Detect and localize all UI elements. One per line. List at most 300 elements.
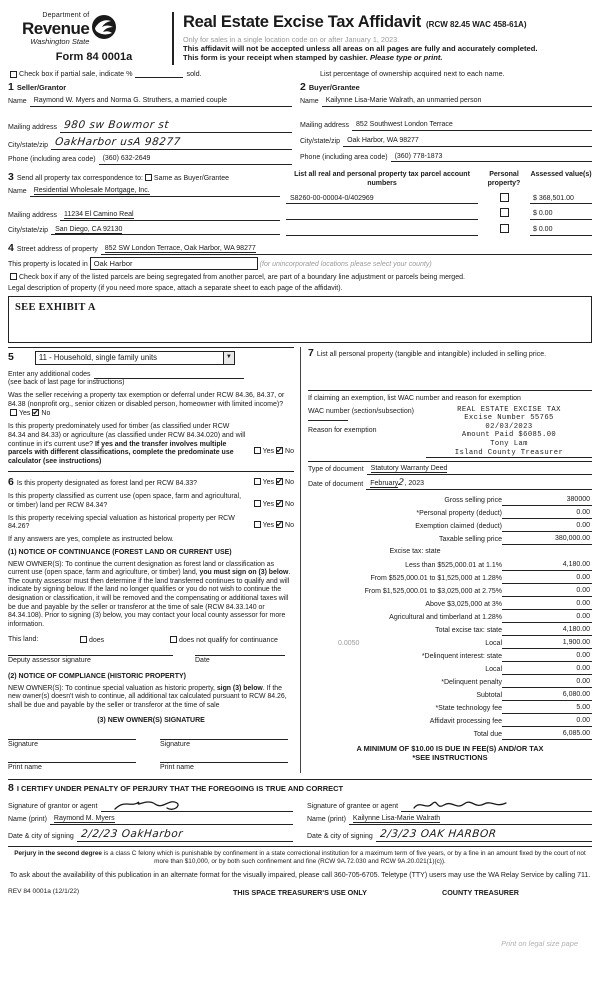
document-day-handwritten: 2 bbox=[397, 477, 406, 488]
no-label: No bbox=[41, 410, 51, 418]
legal-description-value: SEE EXHIBIT A bbox=[15, 301, 96, 313]
tax-rate-note: 0.0050 bbox=[338, 640, 360, 648]
section3-number: 3 bbox=[8, 171, 14, 184]
grantor-date-label: Date & city of signing bbox=[8, 833, 74, 841]
segregated-label: Check box if any of the listed parcels are being segregated from another parcel, are part of a boundary line adjustment or parcels being merged. bbox=[19, 274, 465, 282]
tax-row-line bbox=[502, 687, 530, 688]
grantor-printname-value: Raymond M. Myers bbox=[53, 815, 115, 823]
current-use-yes-checkbox[interactable] bbox=[254, 500, 261, 507]
timber-no-checkbox[interactable] bbox=[276, 447, 283, 454]
grantor-signature-field[interactable] bbox=[101, 798, 293, 812]
grantee-signature-field[interactable] bbox=[401, 798, 592, 812]
tax-row bbox=[308, 623, 592, 636]
parcel-col-header: List all real and personal property tax parcel account numbers bbox=[294, 171, 470, 187]
form-title: Real Estate Excise Tax Affidavit bbox=[183, 13, 422, 31]
section7-number: 7 bbox=[308, 346, 314, 359]
segregated-checkbox[interactable] bbox=[10, 273, 17, 280]
historical-no-checkbox[interactable] bbox=[276, 521, 283, 528]
grantee-signature-block bbox=[307, 795, 592, 842]
treasurer-use-label: THIS SPACE TREASURER'S USE ONLY bbox=[233, 887, 367, 897]
tax-row-value[interactable]: 380000 bbox=[530, 496, 592, 506]
tax-row-label: Local bbox=[485, 640, 502, 648]
grantor-date-value: 2/2/23 OakHarbor bbox=[80, 827, 184, 840]
document-year-value: , 2023 bbox=[404, 479, 424, 487]
notice2-text-a: NEW OWNER(S): To continue special valuation as historic property, bbox=[8, 684, 217, 692]
notice1-text-b: . The county assessor must then determine if the land transferred continues to qualify and will indicate by signing below. If the land no longer qualifies or you do not wish to continue the designation or classification, it will be removed and the compensating or additional taxes will be due and payable by the seller or transferor at the time of sale (RCW 84.33.140 or 84.34.108). Prior to signing (3) below, you may contact your local county assessor for more information. bbox=[8, 569, 291, 628]
parcel-table bbox=[286, 171, 592, 236]
section2-number: 2 bbox=[300, 81, 306, 94]
tax-row-line bbox=[502, 518, 530, 519]
grantee-date-label: Date & city of signing bbox=[307, 833, 373, 841]
this-land-label: This land: bbox=[8, 635, 39, 643]
assessed-value: $ 368,501.00 bbox=[533, 194, 574, 202]
personal-property-checkbox[interactable] bbox=[500, 224, 509, 233]
deferral-no-checkbox[interactable] bbox=[32, 409, 39, 416]
washington-state-label: Washington State bbox=[30, 37, 90, 47]
assessed-value: $ 0.00 bbox=[533, 226, 553, 234]
tax-row bbox=[308, 506, 592, 519]
tax-row-label: Gross selling price bbox=[444, 497, 502, 505]
type-of-document-label: Type of document bbox=[308, 466, 364, 474]
tax-row-value[interactable]: 0.00 bbox=[530, 678, 592, 688]
assessed-value-field[interactable] bbox=[530, 226, 592, 236]
rev-number: REV 84 0001a (12/1/22) bbox=[8, 887, 80, 895]
seller-phone-field[interactable] bbox=[99, 155, 292, 165]
forest-land-question: Is this property designated as forest land per RCW 84.33? bbox=[16, 479, 197, 487]
exemption-deferral-question-text: Was the seller receiving a property tax exemption or deferral under RCW 84.36, 84.37, or 84.38 (nonprofit org., senior citizen or disabled person, homeowner with limited income)? bbox=[8, 391, 285, 408]
tax-row bbox=[308, 597, 592, 610]
dropdown-arrow-icon[interactable]: ▼ bbox=[223, 352, 234, 364]
tax-row-value[interactable]: 5.00 bbox=[530, 704, 592, 714]
tax-row-value[interactable]: 4,180.00 bbox=[530, 626, 592, 636]
section6-number: 6 bbox=[8, 475, 14, 488]
tax-row-line bbox=[502, 648, 530, 649]
parcel-number-field[interactable] bbox=[286, 210, 478, 220]
deputy-assessor-label: Deputy assessor signature bbox=[8, 657, 91, 665]
date-of-document-label: Date of document bbox=[308, 481, 364, 489]
stamp-date: 02/03/2023 bbox=[485, 422, 533, 431]
personal-property-checkbox[interactable] bbox=[500, 193, 509, 202]
seller-phone-value: (360) 632-2649 bbox=[102, 155, 151, 163]
no-label: No bbox=[285, 448, 294, 456]
tax-row-line bbox=[502, 531, 530, 532]
current-use-no-checkbox[interactable] bbox=[276, 500, 283, 507]
tax-row-label: *State technology fee bbox=[435, 705, 502, 713]
tax-row bbox=[308, 636, 592, 649]
tax-row-value[interactable]: 0.00 bbox=[530, 652, 592, 662]
tax-row-label: Less than $525,000.01 at 1.1% bbox=[405, 562, 502, 570]
tax-row-line bbox=[502, 635, 530, 636]
tax-row bbox=[308, 701, 592, 714]
no-label: No bbox=[285, 479, 294, 487]
additional-codes-label: Enter any additional codes bbox=[8, 370, 91, 378]
see-instructions-note: *SEE INSTRUCTIONS bbox=[412, 753, 488, 763]
parcel-number-field[interactable] bbox=[286, 195, 478, 205]
tax-row-label: Agricultural and timberland at 1.28% bbox=[389, 614, 502, 622]
stamp-treasurer-name: Tony Lam bbox=[490, 440, 528, 449]
county-treasurer-label: COUNTY TREASURER bbox=[442, 887, 519, 897]
section5-number: 5 bbox=[8, 351, 14, 364]
tax-row-label: Taxable selling price bbox=[438, 536, 502, 544]
stamp-excise-number: Excise Number 55765 bbox=[464, 414, 554, 423]
grantor-signature-label: Signature of grantor or agent bbox=[8, 803, 98, 811]
tax-row-label: From $1,525,000.01 to $3,025,000 at 2.75% bbox=[364, 588, 502, 596]
tax-row-line bbox=[502, 726, 530, 727]
does-checkbox[interactable] bbox=[80, 636, 87, 643]
section8-number: 8 bbox=[8, 781, 14, 794]
print-name-label: Print name bbox=[8, 764, 42, 772]
timber-yes-checkbox[interactable] bbox=[254, 447, 261, 454]
tax-row bbox=[308, 688, 592, 701]
buyer-name-field[interactable] bbox=[322, 97, 592, 107]
grantor-printname-field[interactable] bbox=[50, 815, 293, 825]
single-location-note: Only for sales in a single location code on or after January 1, 2023. bbox=[183, 34, 400, 44]
signature-label: Signature bbox=[160, 741, 190, 749]
seller-phone-label: Phone (including area code) bbox=[8, 156, 96, 164]
date-of-document-field[interactable] bbox=[366, 478, 592, 490]
tax-row-value[interactable]: 0.00 bbox=[530, 717, 592, 727]
tax-row-label: Affidavit processing fee bbox=[429, 718, 502, 726]
does-not-label: does not qualify for continuance bbox=[179, 636, 278, 644]
parcel-row bbox=[286, 224, 592, 236]
buyer-phone-label: Phone (including area code) bbox=[300, 153, 388, 161]
assessed-value-field[interactable] bbox=[530, 195, 592, 205]
tax-row-label: Exemption claimed (deduct) bbox=[415, 523, 502, 531]
owner-printname-line-1[interactable] bbox=[8, 762, 136, 773]
form-footer bbox=[8, 846, 592, 948]
historical-question: Is this property receiving special valuation as historical property per RCW 84.26? bbox=[8, 514, 235, 531]
exemption-deferral-question bbox=[8, 392, 294, 419]
property-class-dropdown[interactable] bbox=[35, 351, 235, 365]
tax-row-value[interactable]: 6,080.00 bbox=[530, 691, 592, 701]
seller-mailing-label: Mailing address bbox=[8, 124, 58, 132]
located-in-label: This property is located in bbox=[8, 260, 88, 268]
property-class-value: 11 - Household, single family units bbox=[38, 352, 158, 362]
tax-row bbox=[308, 519, 592, 532]
perjury-text: is a class C felony which is punishable by confinement in a state correctional institution for a maximum term of five years, or by a fine in an amount fixed by the court of not more than $10,000, or by both such confinement and fine (RCW 9A.72.030 and RCW 9A.20.021(1)(c)). bbox=[101, 849, 586, 866]
grantor-signature-block bbox=[8, 795, 307, 842]
does-label: does bbox=[89, 636, 105, 644]
seller-section bbox=[8, 81, 300, 165]
buyer-phone-value: (360) 778-1873 bbox=[394, 152, 443, 160]
corr-city-field[interactable] bbox=[51, 226, 280, 236]
parcel-number-field[interactable] bbox=[286, 226, 478, 236]
land-qualify-row bbox=[8, 636, 294, 646]
corr-name-label: Name bbox=[8, 188, 27, 196]
corr-mailing-field[interactable] bbox=[60, 211, 280, 221]
tax-row-line bbox=[502, 674, 530, 675]
deferral-yes-checkbox[interactable] bbox=[10, 409, 17, 416]
parcel-number-value: S8260-00-00004-0/402969 bbox=[290, 194, 374, 202]
assessed-value: $ 0.00 bbox=[533, 210, 553, 218]
buyer-heading: Buyer/Grantee bbox=[308, 83, 360, 93]
unincorporated-note: (for unincorporated locations please select your county) bbox=[259, 260, 432, 268]
tax-row-label: Total due bbox=[473, 731, 502, 739]
deputy-assessor-signature-line[interactable] bbox=[8, 655, 173, 666]
grantee-printname-value: Kailynne Lisa-Marie Walrath bbox=[352, 815, 441, 823]
signature-label: Signature bbox=[8, 741, 38, 749]
buyer-city-value: Oak Harbor, WA 98277 bbox=[347, 136, 419, 144]
seller-name-value: Raymond W. Myers and Norma G. Struthers, a married couple bbox=[33, 97, 228, 105]
document-month-value: February bbox=[370, 479, 399, 487]
timber-question-bold-text: If yes and the transfer involves multiple parcels with different classifications, complete the predominate use calculator (see instructions) bbox=[8, 440, 234, 466]
partial-sale-row bbox=[8, 69, 592, 78]
buyer-name-label: Name bbox=[300, 98, 319, 106]
seller-mailing-value: 980 sw Bowmor st bbox=[63, 119, 170, 132]
tax-row bbox=[308, 493, 592, 506]
same-as-buyer-label: Same as Buyer/Grantee bbox=[153, 175, 230, 183]
yes-label: Yes bbox=[262, 448, 275, 456]
legal-description-box[interactable] bbox=[8, 296, 592, 343]
right-column bbox=[300, 347, 592, 773]
rev-row bbox=[8, 888, 592, 897]
timber-agriculture-question bbox=[8, 423, 252, 467]
correspondence-heading: Send all property tax correspondence to: bbox=[16, 175, 143, 183]
no-label: No bbox=[285, 522, 294, 530]
yes-label: Yes bbox=[262, 522, 275, 530]
grantee-signature bbox=[411, 796, 511, 814]
tax-row bbox=[308, 532, 592, 545]
dor-logo-block bbox=[8, 12, 166, 65]
tax-row-line bbox=[502, 583, 530, 584]
tax-row bbox=[308, 610, 592, 623]
correspondence-section bbox=[8, 171, 286, 236]
grantor-date-field[interactable] bbox=[77, 828, 293, 842]
certify-statement: I CERTIFY UNDER PENALTY OF PERJURY THAT THE FOREGOING IS TRUE AND CORRECT bbox=[16, 783, 344, 793]
title-block bbox=[172, 12, 592, 65]
print-legal-size-note: Print on legal size pape bbox=[501, 938, 578, 948]
deputy-assessor-row bbox=[8, 655, 294, 666]
tax-row bbox=[308, 571, 592, 584]
form-header bbox=[8, 12, 592, 65]
notice2-bold: sign (3) below bbox=[216, 684, 263, 692]
type-of-document-field[interactable] bbox=[367, 465, 592, 475]
if-yes-note: If any answers are yes, complete as instructed below. bbox=[8, 536, 174, 544]
owner-signature-line-1[interactable] bbox=[8, 739, 136, 750]
sold-label: sold. bbox=[186, 69, 202, 79]
tax-row-line bbox=[502, 544, 530, 545]
buyer-name-value: Kailynne Lisa-Marie Walrath, an unmarried person bbox=[325, 97, 482, 105]
tax-row-line bbox=[502, 609, 530, 610]
street-address-value: 852 SW London Terrace, Oak Harbor, WA 98277 bbox=[104, 245, 256, 253]
owner-signature-line-2[interactable] bbox=[160, 739, 288, 750]
excise-tax-state-header: Excise tax: state bbox=[389, 548, 441, 556]
parcel-row bbox=[286, 208, 592, 220]
form-number: Form 84 0001a bbox=[55, 51, 133, 64]
section4-number: 4 bbox=[8, 241, 14, 254]
personal-property-col-header: Personal property? bbox=[487, 171, 521, 187]
print-name-label: Print name bbox=[160, 764, 194, 772]
corr-city-label: City/state/zip bbox=[8, 226, 49, 234]
tax-row-value[interactable]: 0.00 bbox=[530, 613, 592, 623]
forest-no-checkbox[interactable] bbox=[276, 478, 283, 485]
buyer-city-label: City/state/zip bbox=[300, 137, 341, 145]
notice-continuance-heading: (1) NOTICE OF CONTINUANCE (FOREST LAND OR CURRENT USE) bbox=[8, 548, 232, 556]
perjury-bold: Perjury in the second degree bbox=[14, 849, 102, 857]
tax-row-label: Local bbox=[485, 666, 502, 674]
tax-row-label: *Delinquent interest: state bbox=[421, 653, 502, 661]
seller-city-value: OakHarbor usA 98277 bbox=[54, 136, 182, 149]
notice2-text-b: . If the new owner(s) doesn't wish to continue, all additional tax calculated pursuant to RCW 84.26, shall be due and payable by the seller or transferor at the time of sale bbox=[8, 684, 287, 710]
tax-row-label: Subtotal bbox=[476, 692, 502, 700]
street-address-field[interactable] bbox=[101, 245, 592, 255]
personal-property-label: List all personal property (tangible and intangible) included in selling price. bbox=[316, 350, 547, 358]
yes-label: Yes bbox=[19, 410, 31, 418]
new-owner-signature-row bbox=[8, 739, 294, 750]
corr-mailing-label: Mailing address bbox=[8, 211, 58, 219]
tax-row-line bbox=[502, 622, 530, 623]
tax-row-value[interactable]: 6,085.00 bbox=[530, 730, 592, 740]
legal-description-label: Legal description of property (if you need more space, attach a separate sheet to each page of the affidavit). bbox=[8, 285, 343, 293]
tax-row-value[interactable]: 380,000.00 bbox=[530, 535, 592, 545]
new-owner-signature-heading: (3) NEW OWNER(S) SIGNATURE bbox=[97, 716, 205, 724]
tax-row-value[interactable]: 1,900.00 bbox=[530, 639, 592, 649]
street-address-label: Street address of property bbox=[16, 246, 98, 254]
deputy-date-line[interactable] bbox=[195, 655, 285, 666]
revenue-logo-icon bbox=[91, 14, 117, 44]
partial-percent-field[interactable] bbox=[135, 77, 183, 78]
buyer-city-field[interactable] bbox=[343, 137, 592, 147]
tax-row-value[interactable]: 0.00 bbox=[530, 509, 592, 519]
seller-heading: Seller/Grantor bbox=[16, 83, 67, 93]
tax-row-value[interactable]: 0.00 bbox=[530, 600, 592, 610]
reason-exemption-label: Reason for exemption bbox=[308, 427, 377, 435]
receipt-note-text: This form is your receipt when stamped by cashier. bbox=[183, 53, 370, 63]
section1-number: 1 bbox=[8, 81, 14, 94]
corr-city-value: San Diego, CA 92130 bbox=[55, 225, 123, 233]
yes-label: Yes bbox=[262, 500, 275, 508]
corr-mailing-value: 11234 El Camino Real bbox=[64, 210, 134, 218]
partial-sale-label: Check box if partial sale, indicate % bbox=[19, 69, 133, 79]
tax-row-label: From $525,000.01 to $1,525,000 at 1.28% bbox=[370, 575, 502, 583]
tax-row bbox=[308, 727, 592, 740]
buyer-mailing-field[interactable] bbox=[352, 121, 592, 131]
ownership-note: List percentage of ownership acquired next to each name. bbox=[320, 69, 505, 79]
tax-row bbox=[308, 675, 592, 688]
tax-row-value[interactable]: 4,180.00 bbox=[530, 561, 592, 571]
notice-compliance-heading: (2) NOTICE OF COMPLIANCE (HISTORIC PROPERTY) bbox=[8, 673, 186, 681]
alternate-format-note: To ask about the availability of this publication in an alternate format for the visually impaired, please call 360-705-6705. Teletype (TTY) users may use the WA Relay Service by calling 711. bbox=[9, 871, 591, 879]
tax-row-line bbox=[502, 713, 530, 714]
seller-mailing-field[interactable] bbox=[60, 119, 292, 133]
revenue-label: Revenue bbox=[22, 18, 90, 38]
tax-row-value[interactable]: 0.00 bbox=[530, 522, 592, 532]
treasurer-stamp bbox=[426, 406, 592, 459]
located-in-value: Oak Harbor bbox=[93, 258, 133, 268]
notice-compliance-body bbox=[8, 685, 294, 711]
grantor-printname-label: Name (print) bbox=[8, 816, 47, 824]
grantee-date-value: 2/3/23 OAK HARBOR bbox=[379, 827, 497, 840]
left-column bbox=[8, 347, 300, 773]
tax-row-line bbox=[502, 700, 530, 701]
tax-row-label: *Delinquent penalty bbox=[441, 679, 502, 687]
property-address-section bbox=[8, 242, 592, 343]
tax-row-line bbox=[502, 661, 530, 662]
assessed-value-col-header: Assessed value(s) bbox=[530, 171, 592, 179]
tax-row-value[interactable]: 0.00 bbox=[530, 587, 592, 597]
exemption-stamp-row bbox=[308, 406, 592, 459]
no-label: No bbox=[285, 500, 294, 508]
rcw-reference: (RCW 82.45 WAC 458-61A) bbox=[426, 20, 527, 29]
same-as-buyer-checkbox[interactable] bbox=[145, 174, 152, 181]
tax-row-line bbox=[502, 505, 530, 506]
perjury-statement bbox=[8, 850, 592, 867]
type-or-print-note: Please type or print. bbox=[369, 53, 443, 63]
seller-city-field[interactable] bbox=[51, 136, 292, 150]
seller-name-field[interactable] bbox=[30, 97, 292, 107]
classification-tax-section bbox=[8, 347, 592, 773]
codes-instructions-note: (see back of last page for instructions) bbox=[8, 379, 125, 387]
certification-section bbox=[8, 779, 592, 842]
forest-yes-checkbox[interactable] bbox=[254, 478, 261, 485]
personal-property-field[interactable] bbox=[308, 360, 592, 386]
tax-row bbox=[308, 649, 592, 662]
tax-row-label: Above $3,025,000 at 3% bbox=[425, 601, 502, 609]
tax-computation bbox=[308, 493, 592, 740]
tax-row-value[interactable]: 0.00 bbox=[530, 665, 592, 675]
seller-city-label: City/state/zip bbox=[8, 141, 49, 149]
current-use-question: Is this property classified as current use (open space, farm and agricultural, or timber) land per RCW 84.34? bbox=[8, 493, 242, 509]
grantee-signature-label: Signature of grantee or agent bbox=[307, 803, 399, 811]
assessed-value-field[interactable] bbox=[530, 210, 592, 220]
notice1-bold: you must sign on (3) below bbox=[199, 569, 289, 577]
owner-printname-line-2[interactable] bbox=[160, 762, 288, 773]
tax-row bbox=[308, 558, 592, 571]
tax-row-label: *Personal property (deduct) bbox=[416, 510, 502, 518]
wac-number-field[interactable] bbox=[308, 420, 348, 421]
deputy-date-label: Date bbox=[195, 657, 210, 665]
tax-row bbox=[308, 662, 592, 675]
grantor-signature bbox=[111, 796, 201, 814]
partial-sale-checkbox[interactable] bbox=[10, 71, 17, 78]
seller-name-label: Name bbox=[8, 98, 27, 106]
accuracy-note: This affidavit will not be accepted unless all areas on all pages are fully and accurately completed. bbox=[183, 43, 538, 53]
new-owner-printname-row bbox=[8, 762, 294, 773]
tax-row-line bbox=[502, 570, 530, 571]
stamp-amount-paid: Amount Paid $6085.00 bbox=[461, 431, 557, 440]
receipt-note bbox=[183, 53, 592, 62]
buyer-phone-field[interactable] bbox=[391, 153, 592, 163]
grantee-date-field[interactable] bbox=[376, 828, 592, 842]
tax-row-value[interactable]: 0.00 bbox=[530, 574, 592, 584]
parcel-row bbox=[286, 193, 592, 205]
notice1-text-a: NEW OWNER(S): To continue the current designation as forest land or classification as current use (open space, farm and agriculture, or timber) land, bbox=[8, 560, 275, 577]
tax-row-label: Total excise tax: state bbox=[435, 627, 502, 635]
tax-row bbox=[308, 584, 592, 597]
wac-number-label: WAC number (section/subsection) bbox=[308, 407, 414, 415]
exemption-claim-label: If claiming an exemption, list WAC number and reason for exemption bbox=[308, 394, 521, 402]
tax-row-line bbox=[502, 596, 530, 597]
buyer-mailing-label: Mailing address bbox=[300, 122, 350, 130]
correspondence-parcels-section bbox=[8, 171, 592, 236]
buyer-section bbox=[300, 81, 592, 165]
located-in-select[interactable] bbox=[90, 257, 258, 270]
grantee-printname-field[interactable] bbox=[349, 815, 592, 825]
timber-question-text: Is this property predominately used for timber (as classified under RCW 84.34 and 84.33) or agriculture (as classified under RCW 84.34.020) and will continue in it's current use? bbox=[8, 423, 246, 448]
stamp-county-treasurer: Island County Treasurer bbox=[426, 449, 592, 459]
corr-name-value: Residential Wholesale Mortgage, Inc. bbox=[33, 187, 150, 195]
tax-row bbox=[308, 714, 592, 727]
personal-property-checkbox[interactable] bbox=[500, 208, 509, 217]
historical-yes-checkbox[interactable] bbox=[254, 521, 261, 528]
corr-name-field[interactable] bbox=[30, 187, 280, 197]
notice-continuance-body bbox=[8, 561, 294, 630]
does-not-checkbox[interactable] bbox=[170, 636, 177, 643]
dept-of-label: Department of bbox=[42, 12, 90, 19]
minimum-due-note: A MINIMUM OF $10.00 IS DUE IN FEE(S) AND/OR TAX bbox=[356, 744, 544, 754]
type-of-document-value: Statutory Warranty Deed bbox=[370, 465, 448, 473]
yes-label: Yes bbox=[262, 479, 275, 487]
